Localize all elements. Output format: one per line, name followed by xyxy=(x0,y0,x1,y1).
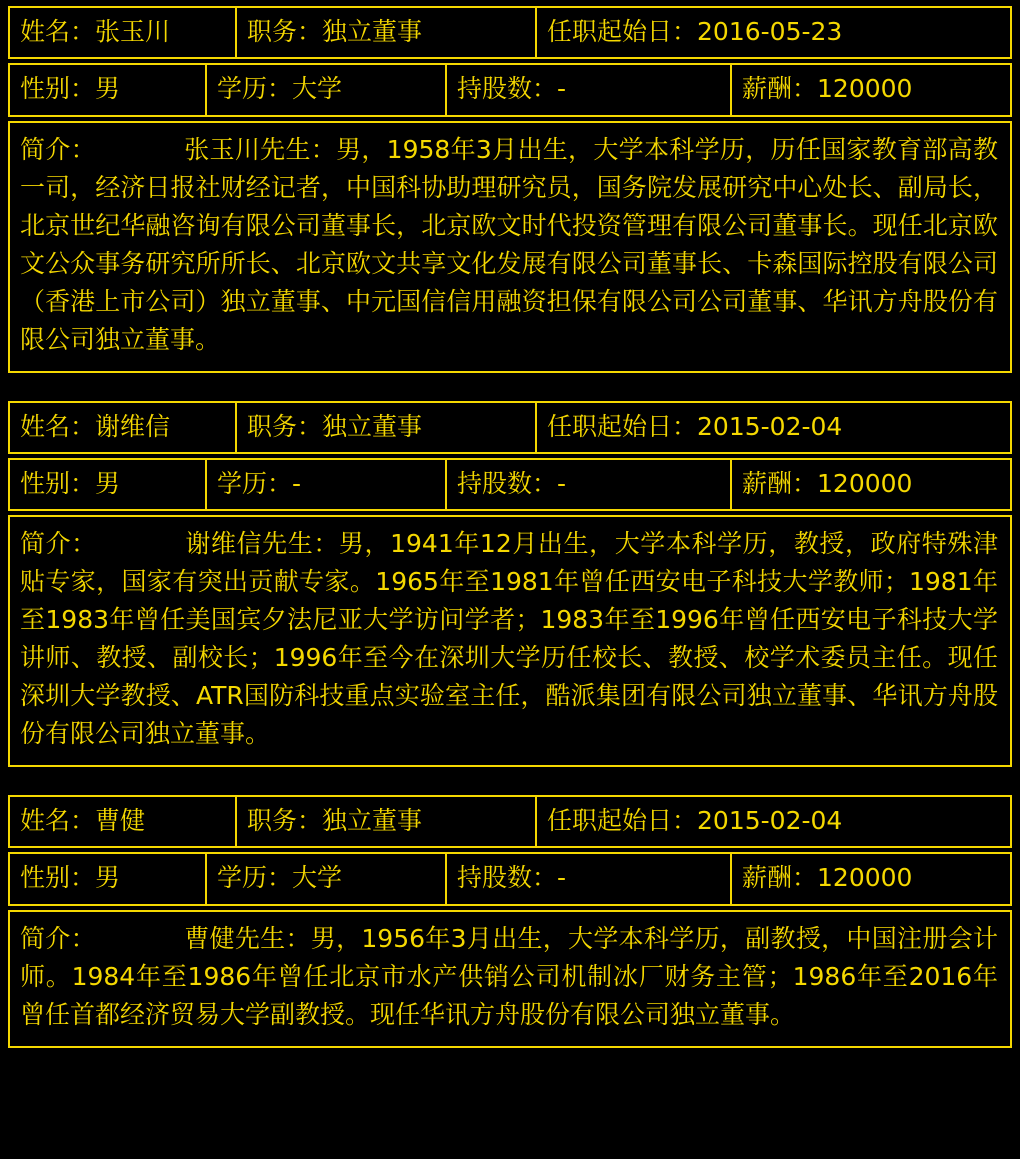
attributes-row xyxy=(8,852,1012,905)
identity-row xyxy=(8,401,1012,454)
salary-label: 薪酬： xyxy=(742,74,818,104)
identity-row xyxy=(8,795,1012,848)
bio-row xyxy=(8,910,1012,1048)
education-label: 学历： xyxy=(217,74,293,104)
education-cell xyxy=(205,854,445,903)
name-value: 曹健 xyxy=(95,806,146,835)
gender-value: 男 xyxy=(95,863,121,893)
start-date-label: 任职起始日： xyxy=(547,17,698,46)
gender-cell xyxy=(10,65,205,114)
start-date-label: 任职起始日： xyxy=(547,806,698,835)
salary-cell xyxy=(730,460,1010,509)
gender-label: 性别： xyxy=(20,468,96,498)
bio-row xyxy=(8,121,1012,373)
name-cell xyxy=(10,8,235,57)
name-cell xyxy=(10,797,235,846)
director-card xyxy=(8,795,1012,1048)
name-label: 姓名： xyxy=(20,411,96,441)
gender-cell xyxy=(10,460,205,509)
start-date-cell xyxy=(535,403,1010,452)
position-value: 独立董事 xyxy=(322,806,423,835)
shares-cell xyxy=(445,854,730,903)
bio-cell xyxy=(10,912,1010,1046)
bio-label: 简介： xyxy=(20,923,96,953)
bio-text: 谢维信先生：男，1941年12月出生，大学本科学历，教授，政府特殊津贴专家，国家有突出贡献专家。1965年至1981年曾任西安电子科技大学教师；1981年至1983年曾任美国宾夕法尼亚大学访问学者；1983年至1996年曾任西安电子科技大学讲师、教授、副校长；1996年至今在深圳大学历任校长、教授、校学术委员主任。现任深圳大学教授、ATR国防科技重点实验室主任，酷派集团有限公司独立董事、华讯方舟股份有限公司独立董事。 xyxy=(20,529,998,748)
start-date-value: 2015-02-04 xyxy=(697,806,843,835)
name-value: 谢维信 xyxy=(95,411,171,441)
education-value: - xyxy=(292,468,302,498)
shares-label: 持股数： xyxy=(457,863,558,893)
start-date-label: 任职起始日： xyxy=(547,411,698,441)
gender-cell xyxy=(10,854,205,903)
name-label: 姓名： xyxy=(20,17,96,46)
name-value: 张玉川 xyxy=(95,17,171,46)
start-date-cell xyxy=(535,8,1010,57)
shares-value: - xyxy=(557,863,567,893)
start-date-value: 2016-05-23 xyxy=(697,17,843,46)
director-card xyxy=(8,6,1012,373)
salary-value: 120000 xyxy=(817,863,913,893)
shares-label: 持股数： xyxy=(457,74,558,104)
salary-label: 薪酬： xyxy=(742,468,818,498)
bio-row xyxy=(8,515,1012,767)
salary-value: 120000 xyxy=(817,74,913,104)
position-value: 独立董事 xyxy=(322,17,423,46)
gender-value: 男 xyxy=(95,74,121,104)
bio-label: 简介： xyxy=(20,134,96,164)
education-cell xyxy=(205,460,445,509)
bio-text: 张玉川先生：男，1958年3月出生，大学本科学历，历任国家教育部高教一司，经济日报社财经记者，中国科协助理研究员，国务院发展研究中心处长、副局长，北京世纪华融咨询有限公司董事长，北京欧文时代投资管理有限公司董事长。现任北京欧文公众事务研究所所长、北京欧文共享文化发展有限公司董事长、卡森国际控股有限公司（香港上市公司）独立董事、中元国信信用融资担保有限公司公司董事、华讯方舟股份有限公司独立董事。 xyxy=(20,134,998,354)
shares-value: - xyxy=(557,74,567,104)
education-value: 大学 xyxy=(292,863,343,893)
director-card xyxy=(8,401,1012,768)
bio-cell xyxy=(10,123,1010,371)
salary-cell xyxy=(730,854,1010,903)
bio-text: 曹健先生：男，1956年3月出生，大学本科学历，副教授，中国注册会计师。1984年至1986年曾任北京市水产供销公司机制冰厂财务主管；1986年至2016年曾任首都经济贸易大学副教授。现任华讯方舟股份有限公司独立董事。 xyxy=(20,923,998,1029)
position-label: 职务： xyxy=(247,806,323,835)
education-label: 学历： xyxy=(217,468,293,498)
start-date-cell xyxy=(535,797,1010,846)
education-label: 学历： xyxy=(217,863,293,893)
salary-value: 120000 xyxy=(817,468,913,498)
attributes-row xyxy=(8,458,1012,511)
position-cell xyxy=(235,403,535,452)
position-cell xyxy=(235,797,535,846)
name-label: 姓名： xyxy=(20,806,96,835)
attributes-row xyxy=(8,63,1012,116)
bio-label: 简介： xyxy=(20,529,97,558)
shares-label: 持股数： xyxy=(457,468,558,498)
bio-cell xyxy=(10,517,1010,765)
gender-value: 男 xyxy=(95,468,121,498)
education-value: 大学 xyxy=(292,74,343,104)
start-date-value: 2015-02-04 xyxy=(697,411,843,441)
education-cell xyxy=(205,65,445,114)
position-cell xyxy=(235,8,535,57)
position-value: 独立董事 xyxy=(322,411,423,441)
gender-label: 性别： xyxy=(20,863,96,893)
identity-row xyxy=(8,6,1012,59)
name-cell xyxy=(10,403,235,452)
salary-label: 薪酬： xyxy=(742,863,818,893)
shares-value: - xyxy=(557,468,567,498)
shares-cell xyxy=(445,460,730,509)
shares-cell xyxy=(445,65,730,114)
gender-label: 性别： xyxy=(20,74,96,104)
salary-cell xyxy=(730,65,1010,114)
position-label: 职务： xyxy=(247,17,323,46)
position-label: 职务： xyxy=(247,411,323,441)
